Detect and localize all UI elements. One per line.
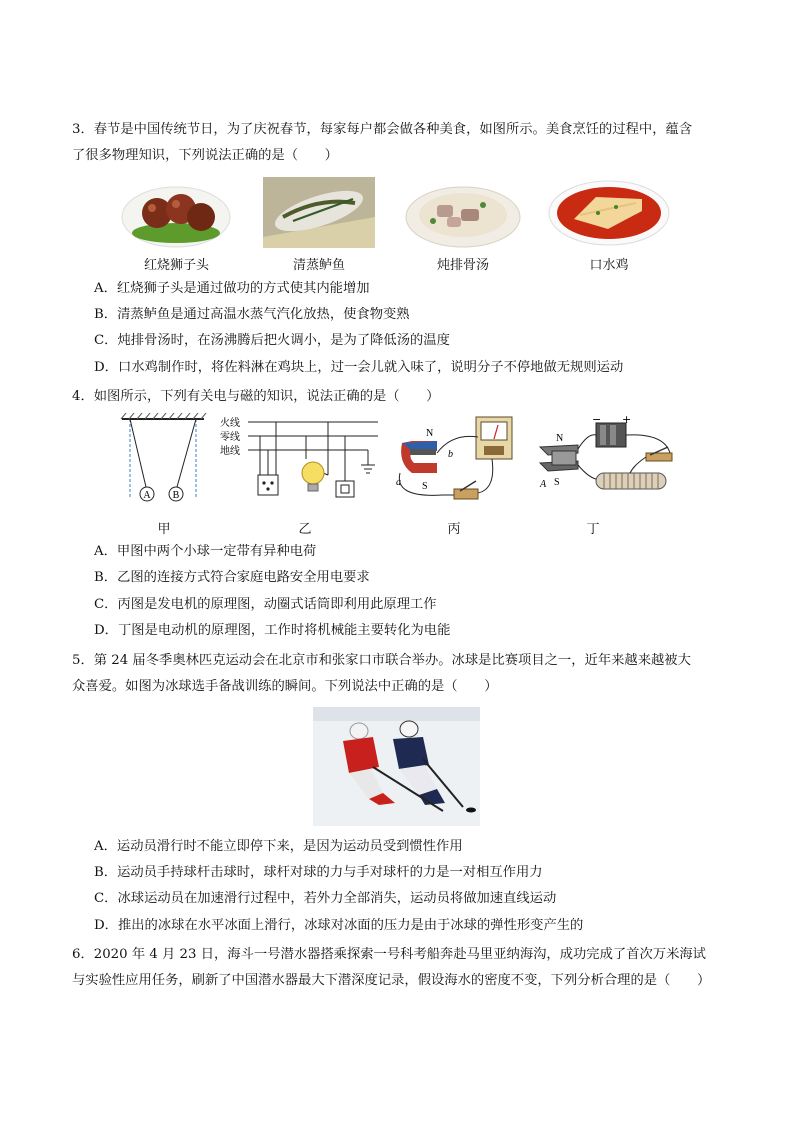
q4-caption-ding: 丁 [586,522,600,537]
mouth-watering-chicken-photo [546,177,672,248]
q4-option-a: A．甲图中两个小球一定带有异种电荷 [94,544,317,559]
q3-option-b: B．清蒸鲈鱼是通过高温水蒸气汽化放热，使食物变熟 [94,307,410,322]
south-pole-label: S [422,481,428,492]
ball-b-label: B [172,490,180,501]
q3-stem-line1: 3．春节是中国传统节日，为了庆祝春节，每家每户都会做各种美食，如图所示。美食烹饪的过程中，蕴含 [72,122,693,137]
q3-option-d: D．口水鸡制作时，将佐料淋在鸡块上，过一会儿就入味了，说明分子不停地做无规则运动 [94,360,624,375]
q5-stem-line2: 众喜爱。如图为冰球选手备战训练的瞬间。下列说法中正确的是（ ） [72,679,498,694]
q5-option-c: C．冰球运动员在加速滑行过程中，若外力全部消失，运动员将做加速直线运动 [94,891,557,906]
neutral-wire-label: 零线 [220,432,240,443]
live-wire-label: 火线 [220,418,240,429]
q5-option-d: D．推出的冰球在水平冰面上滑行，冰球对冰面的压力是由于冰球的弹性形变产生的 [94,918,584,933]
q4-caption-yi: 乙 [298,522,312,537]
q3-caption-3: 炖排骨汤 [436,258,489,273]
q4-caption-jia: 甲 [157,522,171,537]
figure-yi-household-circuit [218,413,386,503]
point-a-label-2: A [540,479,547,490]
braised-lion-head-photo [121,177,232,248]
q3-stem-line2: 了很多物理知识，下列说法正确的是（ ） [72,148,338,163]
figure-ding-motor [534,413,682,503]
q3-caption-2: 清蒸鲈鱼 [292,258,345,273]
south-pole-label-2: S [554,477,560,488]
q4-option-d: D．丁图是电动机的原理图，工作时将机械能主要转化为电能 [94,623,451,638]
q3-option-c: C．炖排骨汤时，在汤沸腾后把火调小，是为了降低汤的温度 [94,333,450,348]
q5-option-a: A．运动员滑行时不能立即停下来，是因为运动员受到惯性作用 [94,839,463,854]
plus-terminal-label: + [622,413,632,426]
minus-terminal-label: − [592,413,602,426]
q4-option-c: C．丙图是发电机的原理图，动圈式话筒即利用此原理工作 [94,597,437,612]
q5-stem-line1: 5．第 24 届冬季奥林匹克运动会在北京市和张家口市联合举办。冰球是比赛项目之一，近年来越来越被大 [72,653,691,668]
north-pole-label: N [426,428,434,439]
q3-option-a: A．红烧狮子头是通过做功的方式使其内能增加 [94,281,370,296]
ball-a-label: A [143,490,151,501]
q3-caption-4: 口水鸡 [589,258,629,273]
point-b-label: b [448,449,453,460]
figure-bing-generator [392,413,522,503]
north-pole-label-2: N [556,433,564,444]
q5-option-b: B．运动员手持球杆击球时，球杆对球的力与手对球杆的力是一对相互作用力 [94,865,543,880]
ice-hockey-players-photo [313,707,480,826]
figure-jia-hanging-balls [118,413,208,503]
ground-wire-label: 地线 [220,446,240,457]
q6-stem-line1: 6．2020 年 4 月 23 日，海斗一号潜水器搭乘探索一号科考船奔赴马里亚纳海沟，成功完成了首次万米海试 [72,947,706,962]
q6-stem-line2: 与实验性应用任务，刷新了中国潜水器最大下潜深度记录，假设海水的密度不变，下列分析合理的是（ ） [72,973,711,988]
q3-caption-1: 红烧狮子头 [143,258,209,273]
q4-caption-bing: 丙 [447,522,461,537]
steamed-perch-photo [263,177,375,248]
pork-rib-soup-photo [403,177,523,248]
point-a-label: a [396,477,401,488]
q4-option-b: B．乙图的连接方式符合家庭电路安全用电要求 [94,570,370,585]
q4-stem-line1: 4．如图所示，下列有关电与磁的知识，说法正确的是（ ） [72,389,440,404]
